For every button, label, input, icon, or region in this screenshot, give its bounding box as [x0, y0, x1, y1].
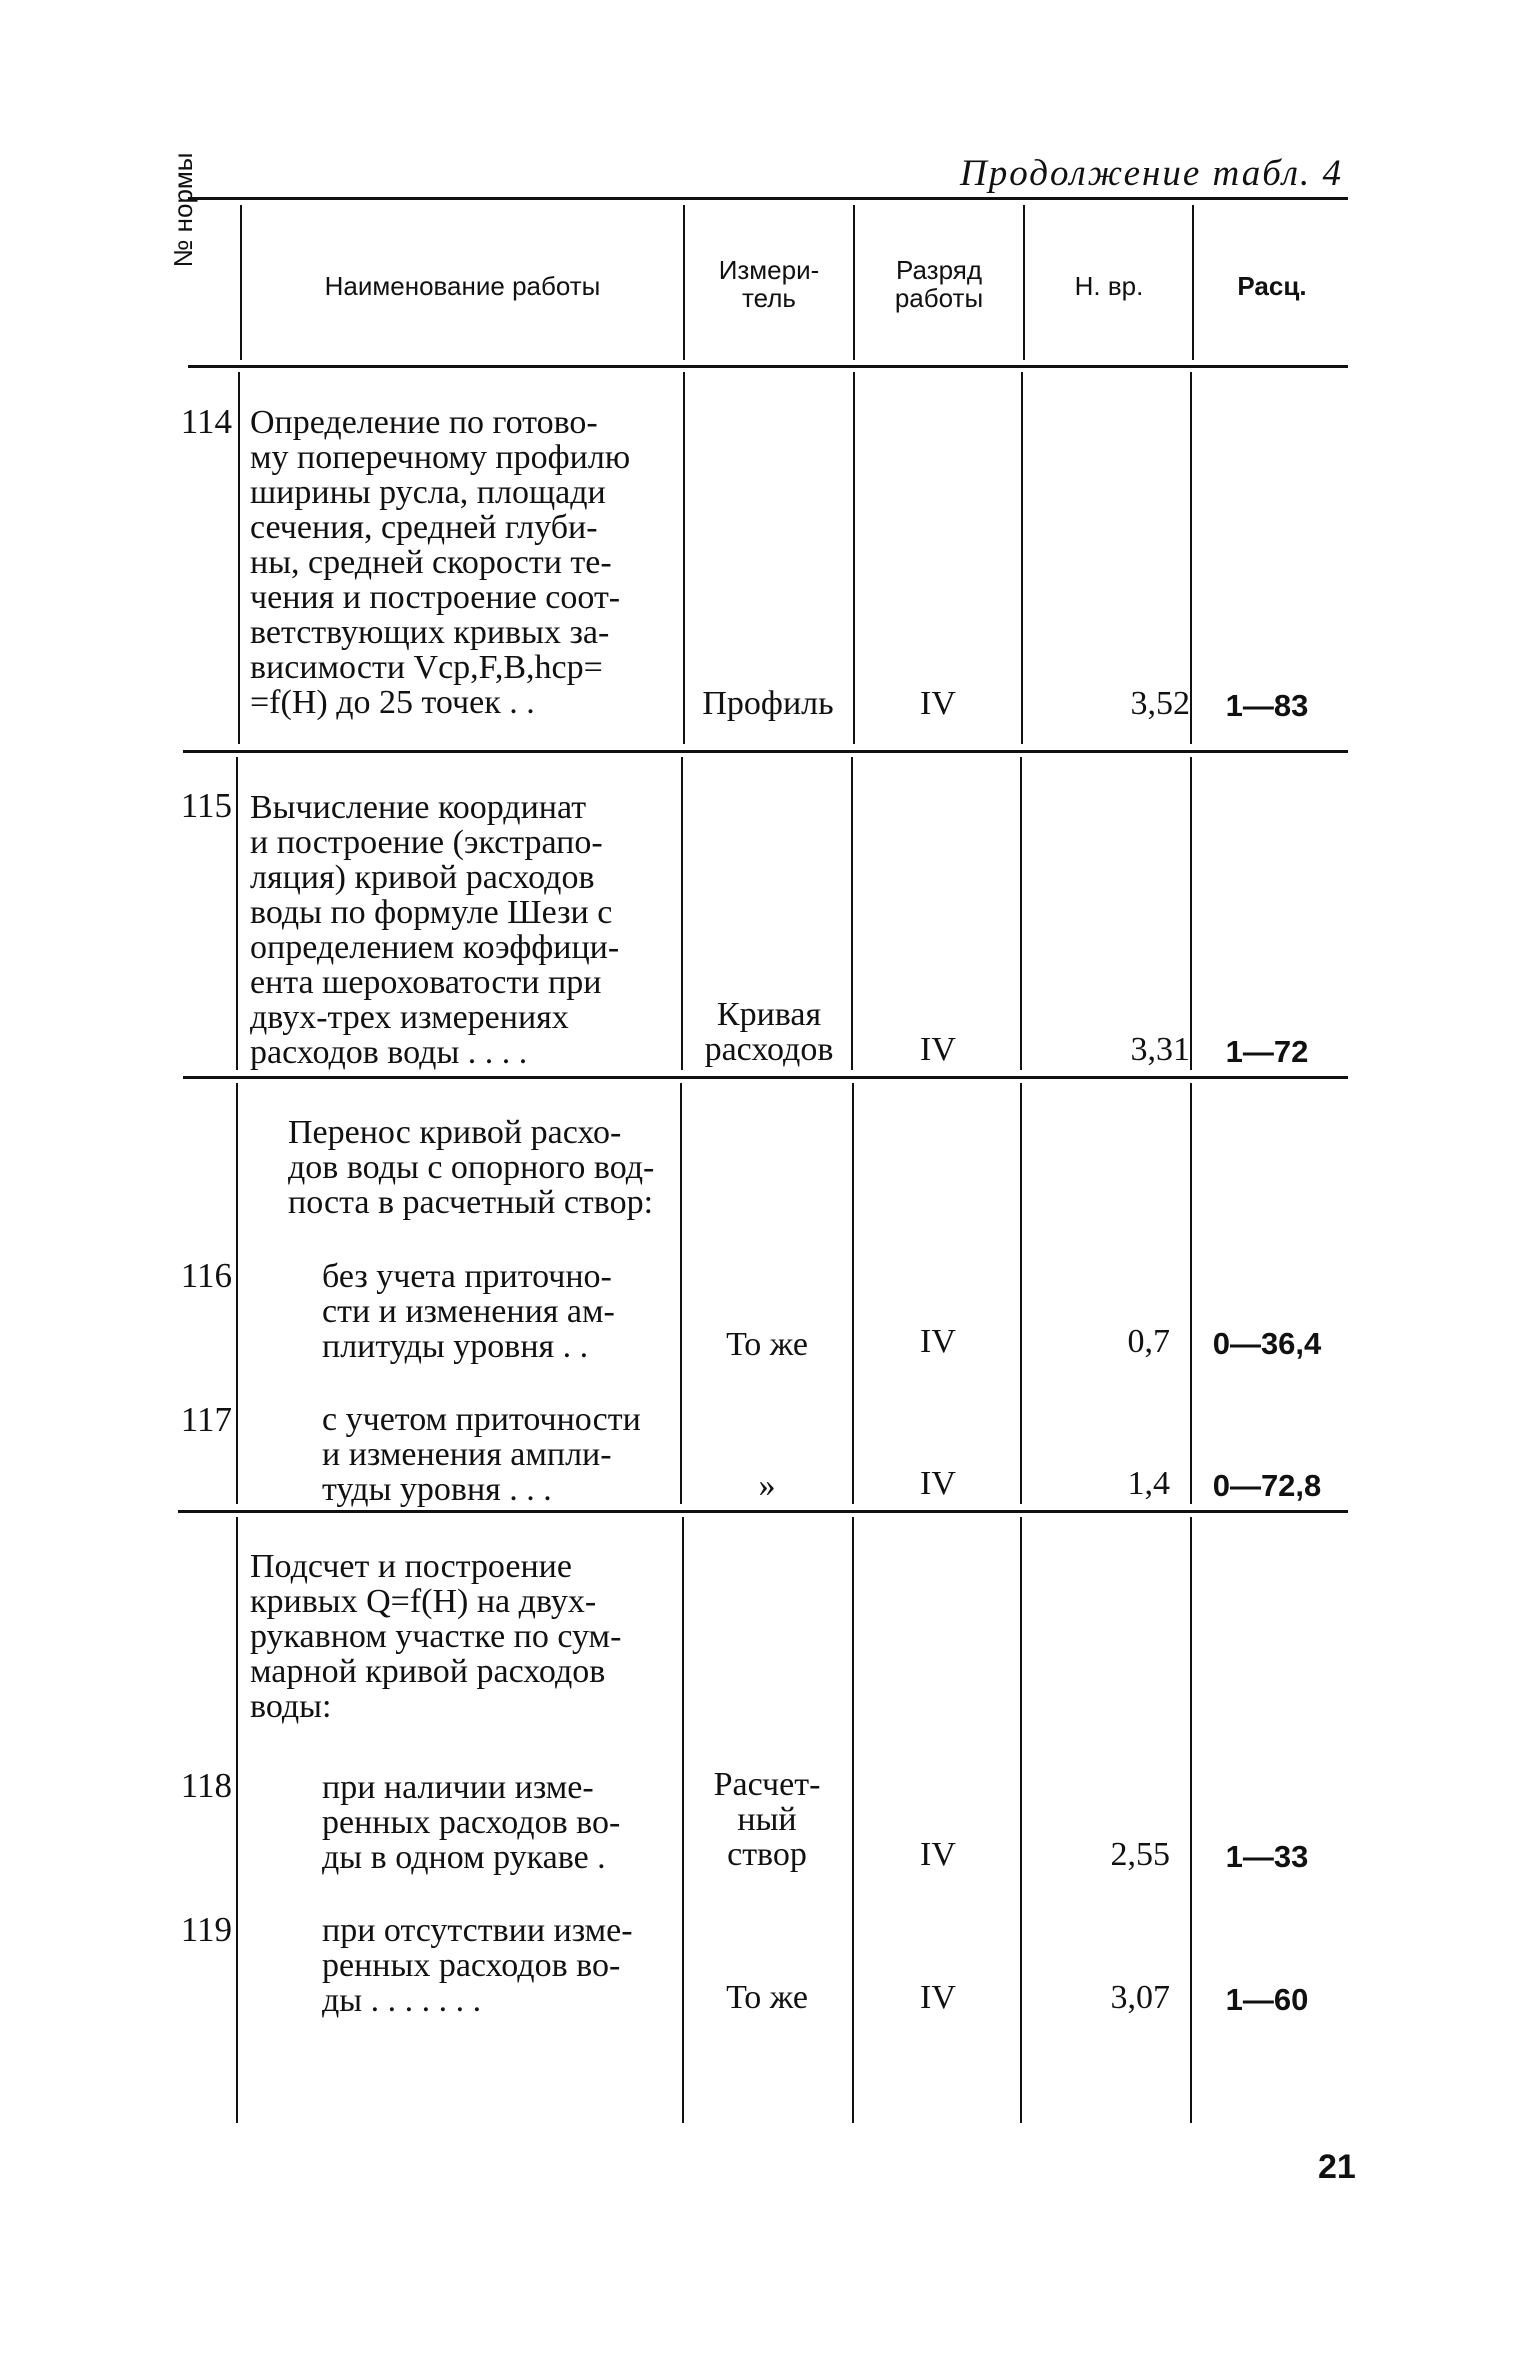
- price-cell: 1—72: [1225, 1034, 1309, 1069]
- row-number: 116: [180, 1256, 232, 1295]
- unit-cell: Профиль: [702, 685, 834, 722]
- group-heading: Подсчет и построение кривых Q=f(H) на двух- рукавном участке по сум- марной кривой расходов воды:: [250, 1548, 622, 1725]
- unit-cell: То же: [726, 1326, 808, 1363]
- divider: [1020, 1517, 1022, 2123]
- row-number: 117: [180, 1400, 232, 1439]
- work-description: при отсутствии изме- ренных расходов во- ды . . . . . . .: [322, 1912, 633, 2019]
- grade-cell: IV: [920, 685, 956, 722]
- header-bottom-rule: [188, 365, 1348, 368]
- row-number: 118: [180, 1766, 232, 1805]
- work-description: Вычисление координат и построение (экстрапо- ляция) кривой расходов воды по формуле Шези с определением коэффици- ента шероховатости при двух-трех измерениях расходов воды . . . .: [250, 789, 620, 1071]
- unit-cell: »: [758, 1467, 776, 1504]
- row-number: 119: [180, 1910, 232, 1949]
- divider: [1190, 757, 1192, 1070]
- time-cell: 3,52: [1130, 685, 1190, 722]
- unit-cell: Расчет- ный створ: [713, 1766, 821, 1873]
- row-114-rule: [183, 750, 1348, 753]
- table-caption: Продолжение табл. 4: [960, 153, 1344, 194]
- time-cell: 3,31: [1130, 1031, 1190, 1068]
- header-unit: Измери- тель: [718, 255, 820, 313]
- time-cell: 1,4: [1127, 1465, 1170, 1502]
- work-description: при наличии изме- ренных расходов во- ды в одном рукаве .: [322, 1769, 621, 1876]
- price-cell: 0—36,4: [1212, 1326, 1322, 1361]
- header-work: Наименование работы: [324, 271, 601, 301]
- divider: [1190, 1517, 1192, 2123]
- page-number: 21: [1318, 2148, 1356, 2186]
- row-117-rule: [178, 1510, 1348, 1513]
- grade-cell: IV: [920, 1836, 956, 1873]
- time-cell: 3,07: [1110, 1979, 1170, 2016]
- divider: [852, 1517, 854, 2123]
- price-cell: 1—60: [1225, 1982, 1309, 2017]
- header-time: Н. вр.: [1074, 271, 1144, 301]
- grade-cell: IV: [920, 1323, 956, 1360]
- row-number: 115: [180, 786, 232, 825]
- header-grade: Разряд работы: [894, 255, 984, 313]
- divider: [681, 757, 683, 1070]
- time-cell: 2,55: [1110, 1836, 1170, 1873]
- work-description: без учета приточно- сти и изменения ам- плитуды уровня . .: [322, 1258, 615, 1365]
- grade-cell: IV: [920, 1979, 956, 2016]
- group-heading: Перенос кривой расхо- дов воды с опорного вод- поста в расчетный створ:: [288, 1114, 655, 1221]
- time-cell: 0,7: [1127, 1323, 1170, 1360]
- grade-cell: IV: [920, 1031, 956, 1068]
- divider: [238, 372, 240, 744]
- row-115-rule: [183, 1076, 1348, 1079]
- unit-cell: Кривая расходов: [704, 996, 834, 1068]
- work-description: с учетом приточности и изменения ампли- туды уровня . . .: [322, 1401, 641, 1508]
- price-cell: 1—33: [1225, 1839, 1309, 1874]
- divider: [236, 757, 238, 1070]
- divider: [852, 1083, 854, 1504]
- divider: [1190, 1083, 1192, 1504]
- divider: [1021, 372, 1023, 744]
- divider: [853, 205, 855, 360]
- divider: [680, 1083, 682, 1504]
- divider: [683, 205, 685, 360]
- header-price: Расц.: [1237, 271, 1307, 301]
- divider: [1023, 205, 1025, 360]
- price-cell: 0—72,8: [1212, 1468, 1322, 1503]
- header-top-rule: [188, 197, 1348, 200]
- grade-cell: IV: [920, 1465, 956, 1502]
- header-num: № нормы: [168, 152, 198, 268]
- divider: [1020, 1083, 1022, 1504]
- divider: [1192, 205, 1194, 360]
- divider: [1020, 757, 1022, 1070]
- divider: [236, 1517, 238, 2123]
- row-number: 114: [180, 402, 232, 441]
- work-description: Определение по готово- му поперечному профилю ширины русла, площади сечения, средней глуби- ны, средней скорости те- чения и построение соот- ветствующих кривых за- висимости Vср,F,B,hср= =f(H) до 25 точек . .: [250, 404, 631, 721]
- unit-cell: То же: [726, 1979, 808, 2016]
- price-cell: 1—83: [1225, 688, 1309, 723]
- divider: [236, 1083, 238, 1504]
- divider: [240, 205, 242, 360]
